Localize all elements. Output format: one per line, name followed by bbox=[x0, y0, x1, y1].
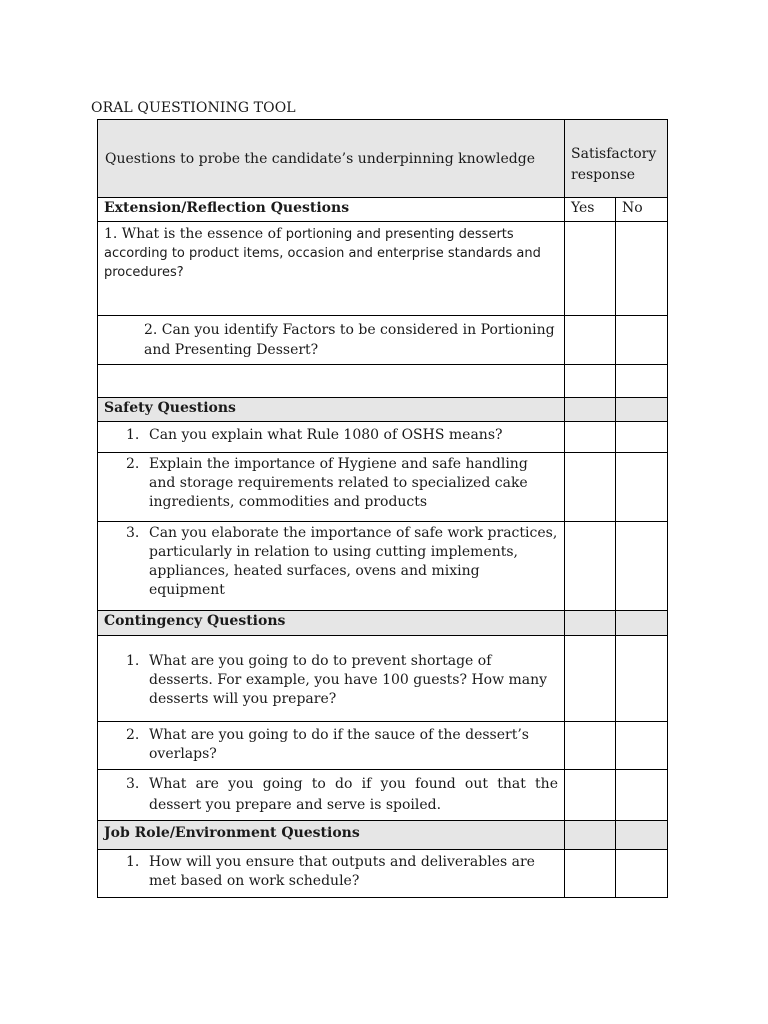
safety-question-3 bbox=[98, 522, 565, 611]
no-cell[interactable] bbox=[616, 316, 668, 365]
extension-question-1-lead: 1. What is the essence of bbox=[104, 226, 282, 242]
no-cell[interactable] bbox=[616, 522, 668, 611]
no-cell[interactable] bbox=[616, 222, 668, 316]
yes-cell[interactable] bbox=[565, 770, 616, 821]
table-row bbox=[98, 636, 668, 722]
item-number: 2. bbox=[126, 727, 140, 743]
extension-question-2: 2. Can you identify Factors to be considered in Portioning and Presenting Dessert? bbox=[98, 316, 565, 365]
no-cell[interactable] bbox=[616, 453, 668, 522]
empty-cell bbox=[565, 398, 616, 422]
contingency-question-2 bbox=[98, 722, 565, 770]
item-text: What are you going to do to prevent shortage of desserts. For example, you have 100 guests? How many desserts will you prepare? bbox=[149, 653, 548, 707]
item-text: Can you explain what Rule 1080 of OSHS means? bbox=[149, 427, 503, 443]
item-number: 3. bbox=[126, 525, 140, 541]
yes-cell[interactable] bbox=[565, 453, 616, 522]
item-text: What are you going to do if you found out that the dessert you prepare and serve is spoiled. bbox=[149, 776, 558, 813]
no-header: No bbox=[616, 198, 668, 222]
item-text: Can you elaborate the importance of safe work practices, particularly in relation to using cutting implements, appliances, heated surfaces, ovens and mixing equipment bbox=[149, 525, 558, 598]
questions-header: Questions to probe the candidate’s underpinning knowledge bbox=[98, 120, 565, 198]
job-role-section-title: Job Role/Environment Questions bbox=[98, 821, 565, 850]
yes-cell[interactable] bbox=[565, 222, 616, 316]
blank-cell bbox=[98, 365, 565, 398]
safety-question-2 bbox=[98, 453, 565, 522]
empty-cell bbox=[616, 398, 668, 422]
table-header-row bbox=[98, 120, 668, 198]
extension-question-1-rest: portioning and presenting desserts according to product items, occasion and enterprise standards and procedures? bbox=[104, 227, 541, 280]
extension-section-title: Extension/Reflection Questions bbox=[98, 198, 565, 222]
item-number: 1. bbox=[126, 427, 140, 443]
oral-questioning-table bbox=[97, 119, 668, 898]
yes-cell[interactable] bbox=[565, 722, 616, 770]
item-number: 1. bbox=[126, 653, 140, 669]
contingency-question-1 bbox=[98, 636, 565, 722]
empty-cell bbox=[565, 611, 616, 636]
yes-cell[interactable] bbox=[565, 522, 616, 611]
yes-cell[interactable] bbox=[565, 422, 616, 453]
extension-question-1 bbox=[98, 222, 565, 316]
yes-cell[interactable] bbox=[565, 365, 616, 398]
empty-cell bbox=[616, 611, 668, 636]
item-text: What are you going to do if the sauce of the dessert’s overlaps? bbox=[149, 727, 529, 762]
item-text: How will you ensure that outputs and deliverables are met based on work schedule? bbox=[149, 854, 535, 889]
table-row bbox=[98, 453, 668, 522]
job-role-section-row bbox=[98, 821, 668, 850]
extension-section-row bbox=[98, 198, 668, 222]
yes-cell[interactable] bbox=[565, 850, 616, 898]
empty-cell bbox=[616, 821, 668, 850]
no-cell[interactable] bbox=[616, 365, 668, 398]
no-cell[interactable] bbox=[616, 422, 668, 453]
table-row bbox=[98, 222, 668, 316]
table-row bbox=[98, 770, 668, 821]
contingency-section-row bbox=[98, 611, 668, 636]
no-cell[interactable] bbox=[616, 722, 668, 770]
item-number: 1. bbox=[126, 854, 140, 870]
table-row bbox=[98, 316, 668, 365]
table-row bbox=[98, 422, 668, 453]
table-row bbox=[98, 722, 668, 770]
table-row bbox=[98, 850, 668, 898]
contingency-section-title: Contingency Questions bbox=[98, 611, 565, 636]
item-number: 2. bbox=[126, 456, 140, 472]
safety-section-title: Safety Questions bbox=[98, 398, 565, 422]
no-cell[interactable] bbox=[616, 850, 668, 898]
yes-cell[interactable] bbox=[565, 316, 616, 365]
safety-question-1 bbox=[98, 422, 565, 453]
item-number: 3. bbox=[126, 776, 140, 792]
table-row bbox=[98, 522, 668, 611]
contingency-question-3 bbox=[98, 770, 565, 821]
item-text: Explain the importance of Hygiene and safe handling and storage requirements related to specialized cake ingredients, commodities and products bbox=[149, 456, 528, 510]
yes-cell[interactable] bbox=[565, 636, 616, 722]
safety-section-row bbox=[98, 398, 668, 422]
no-cell[interactable] bbox=[616, 770, 668, 821]
document-title: ORAL QUESTIONING TOOL bbox=[91, 100, 296, 116]
empty-cell bbox=[565, 821, 616, 850]
job-role-question-1 bbox=[98, 850, 565, 898]
no-cell[interactable] bbox=[616, 636, 668, 722]
blank-row bbox=[98, 365, 668, 398]
yes-header: Yes bbox=[565, 198, 616, 222]
satisfactory-response-header: Satisfactory response bbox=[565, 120, 668, 198]
